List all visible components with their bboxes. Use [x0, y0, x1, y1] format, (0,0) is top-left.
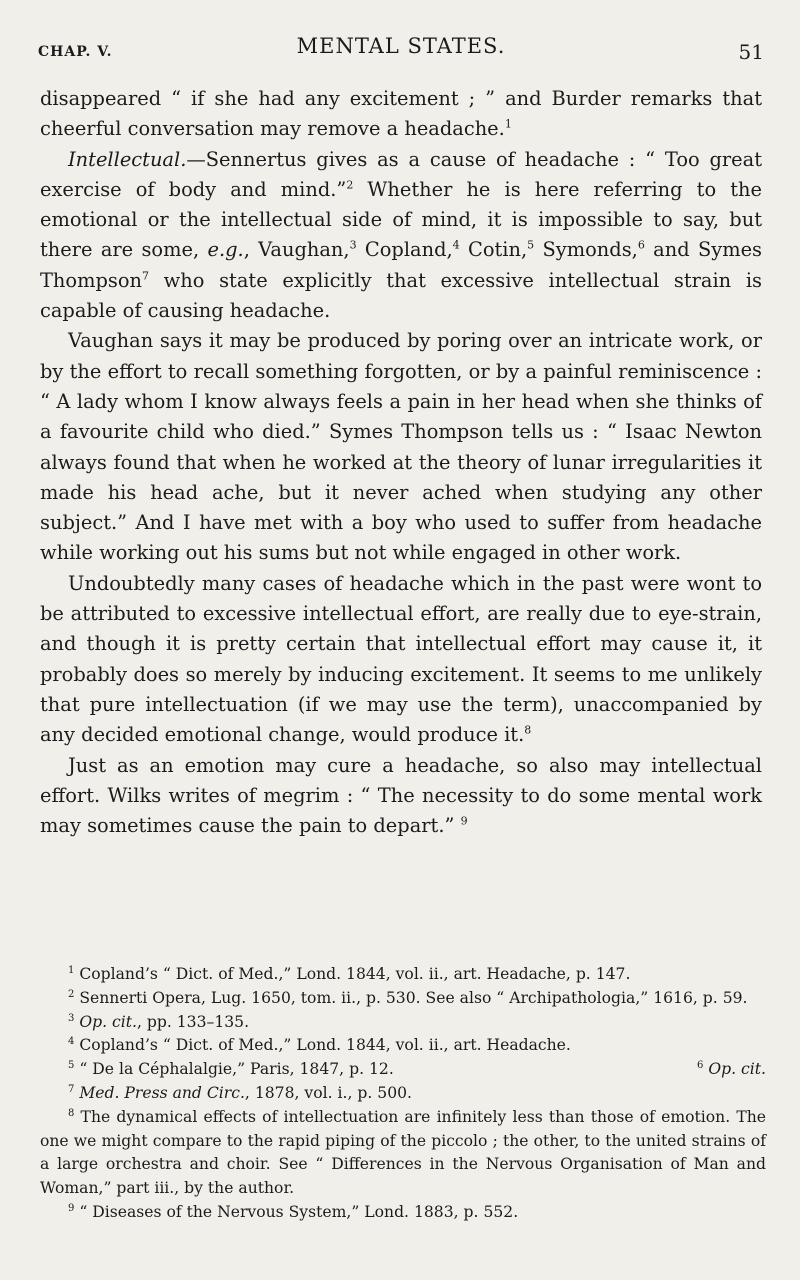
- footnote-4: $^4$ Copland’s “ Dict. of Med.,” Lond. 1844, vol. ii., art. Headache.: [68, 1036, 571, 1055]
- page-number: 51: [738, 40, 764, 64]
- running-header: [38, 34, 764, 64]
- footnote-ref-7: 7: [142, 269, 150, 283]
- footnote-ref-5: 5: [527, 239, 535, 253]
- footnote-5-6: $^5$ “ De la Céphalalgie,” Paris, 1847, p. 12. $^6$ Op. cit.: [40, 1058, 766, 1082]
- footnote-2: $^2$ Sennerti Opera, Lug. 1650, tom. ii., p. 530. See also “ Archipathologia,” 1616, p. 59.: [68, 988, 748, 1007]
- footnote-ref-1: 1: [504, 117, 512, 131]
- footnote-ref-3: 3: [349, 239, 357, 253]
- body-text: [40, 84, 762, 841]
- paragraph-vaughan: Vaughan says it may be produced by poring over an intricate work, or by the effort to recall something forgotten, or by a painful reminiscence : “ A lady whom I know always feels a pain in her head when she thinks of a favourite child who died.” Symes Thompson tells us : “ Isaac Newton always found that when he worked at the theory of lunar irregularities it made his head ache, but it never ached when studying any other subject.” And I have met with a boy who used to suffer from headache while working out his sums but not while engaged in other work.: [40, 329, 762, 565]
- section-heading-intellectual: Intellectual.: [68, 147, 187, 171]
- footnote-6: $^6$ Op. cit.: [697, 1060, 766, 1079]
- footnote-9: $^9$ “ Diseases of the Nervous System,” Lond. 1883, p. 552.: [68, 1202, 519, 1221]
- running-title: MENTAL STATES.: [296, 34, 506, 58]
- footnote-ref-8: 8: [524, 723, 532, 737]
- footnote-1: $^1$ Copland’s “ Dict. of Med.,” Lond. 1844, vol. ii., art. Headache, p. 147.: [68, 964, 631, 983]
- footnotes: [40, 963, 766, 1225]
- paragraph-1: disappeared “ if she had any excitement ; ” and Burder remarks that cheerful conversation may remove a headache.$^1$: [40, 87, 762, 141]
- footnote-7: $^7$ Med. Press and Circ., 1878, vol. i., p. 500.: [68, 1083, 413, 1102]
- footnote-ref-9: 9: [460, 814, 468, 828]
- footnote-3: $^3$ Op. cit., pp. 133–135.: [68, 1012, 250, 1031]
- footnote-ref-2: 2: [346, 178, 354, 192]
- footnote-ref-4: 4: [452, 239, 460, 253]
- paragraph-just-as: Just as an emotion may cure a headache, so also may intellectual effort. Wilks writes of megrim : “ The necessity to do some mental work may sometimes cause the pain to depart.” $^9$: [40, 753, 762, 838]
- footnote-8: $^8$ The dynamical effects of intellectuation are infinitely less than those of emotion. The one we might compare to the rapid piping of the piccolo ; the other, to the united strains of a large orchestra and choir. See “ Differences in the Nervous Organisation of Man and Woman,” part iii., by the author.: [40, 1107, 766, 1198]
- chapter-label: CHAP. V.: [38, 44, 113, 60]
- paragraph-intellectual: Intellectual.—Sennertus gives as a cause of headache : “ Too great exercise of body and mind.”$^2$ Whether he is here referring to the emotional or the intellectual side of mind, it is impossible to say, but there are some, e.g., Vaughan,$^3$ Copland,$^4$ Cotin,$^5$ Symonds,$^6$ and Symes Thompson$^7$ who state explicitly that excessive intellectual strain is capable of causing headache.: [40, 147, 763, 323]
- footnote-ref-6: 6: [637, 239, 645, 253]
- paragraph-undoubtedly: Undoubtedly many cases of headache which in the past were wont to be attributed to excessive intellectual effort, are really due to eye-strain, and though it is pretty certain that intellectual effort may cause it, it probably does so merely by inducing excitement. It seems to me unlikely that pure intellectuation (if we may use the term), unaccompanied by any decided emotional change, would produce it.$^8$: [40, 571, 762, 747]
